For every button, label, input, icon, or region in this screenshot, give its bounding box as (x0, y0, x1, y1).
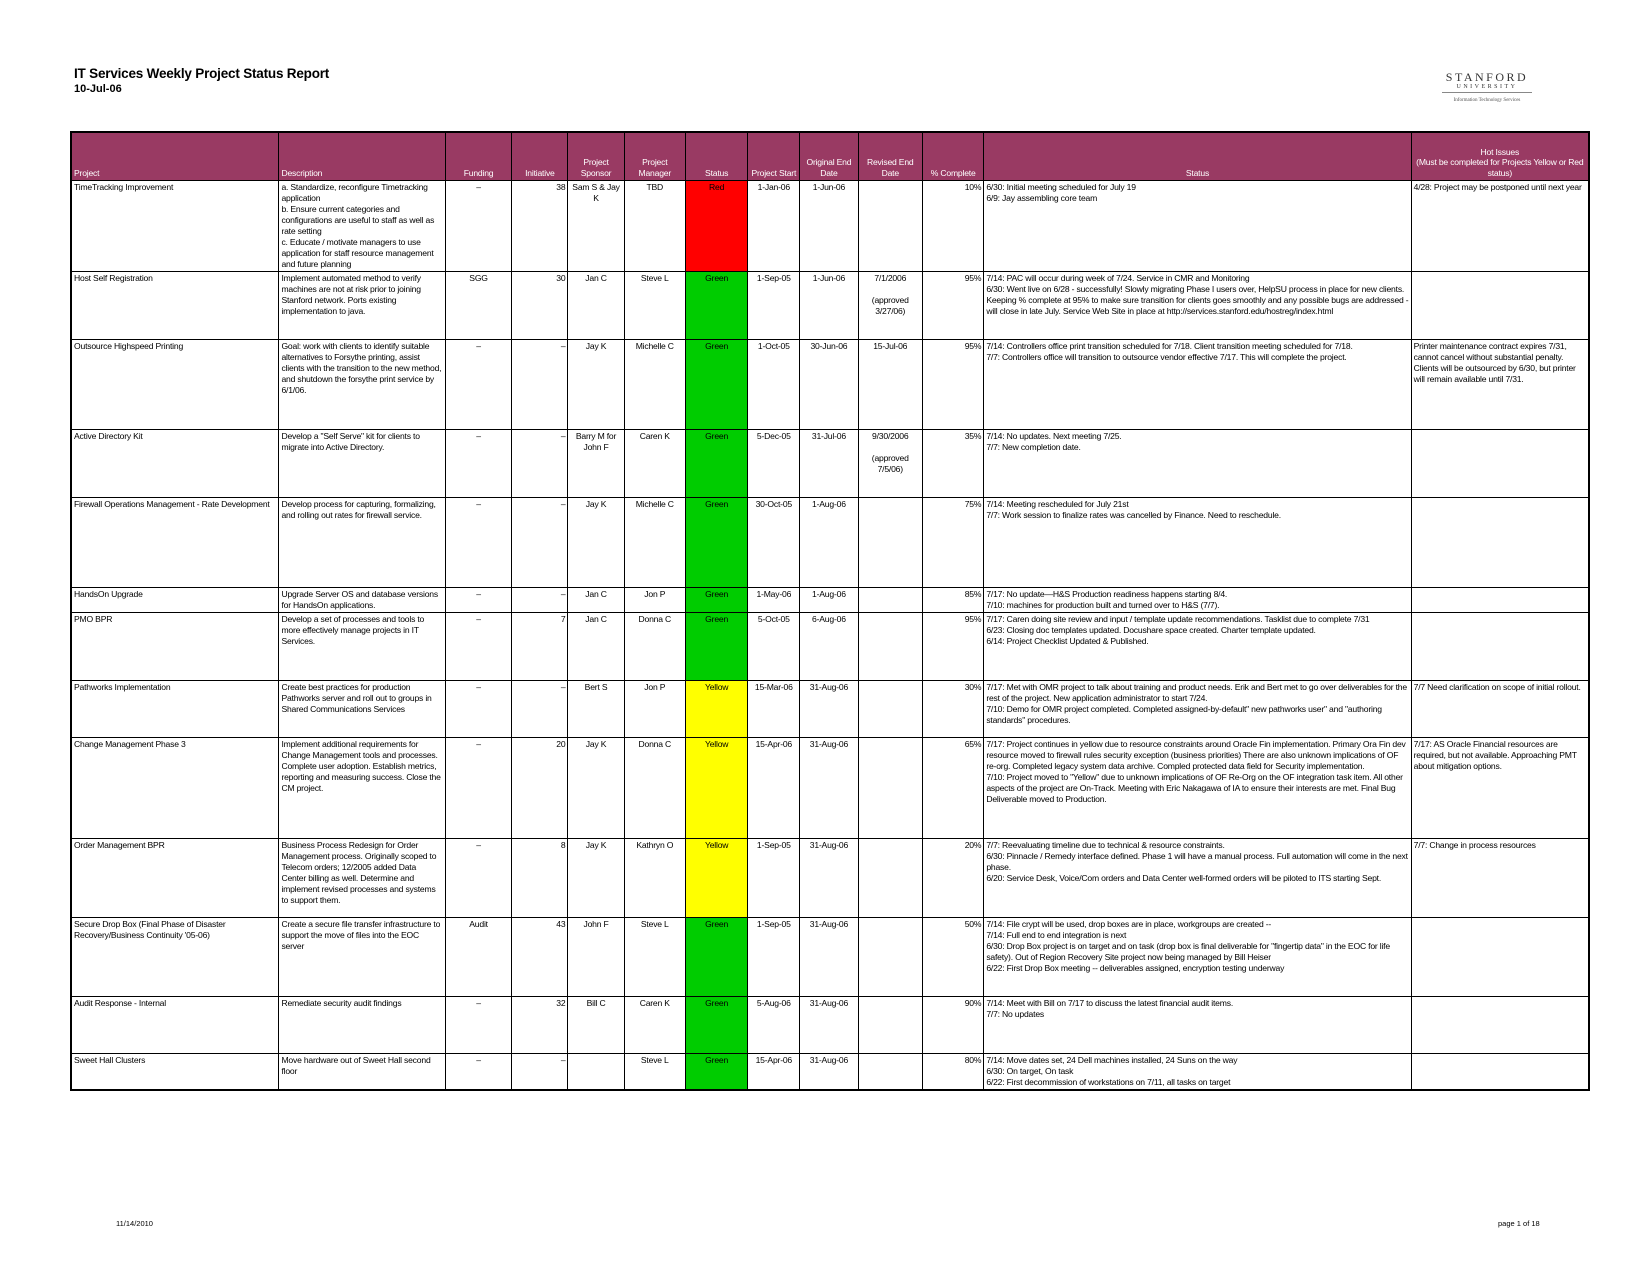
col-header-status-notes: Status (984, 132, 1411, 181)
original-end-date: 6-Aug-06 (800, 613, 858, 681)
col-header-percent-complete: % Complete (922, 132, 983, 181)
project-start: 5-Dec-05 (748, 430, 800, 498)
funding: – (445, 1054, 512, 1091)
status-notes: 7/14: File crypt will be used, drop boxes are in place, workgroups are created -- 7/14: Full end to end integration is next 6/30: Drop Box project is on target and on task (drop box is final deliverable for "fingertip data" in the EOC for life safety). Out of Region Recovery Site project now being managed by Bill Heiser 6/22: First Drop Box meeting -- deliverables assigned, encryption testing underway (984, 918, 1411, 997)
status-indicator: Green (685, 340, 747, 430)
percent-complete: 50% (922, 918, 983, 997)
project-description: a. Standardize, reconfigure Timetracking application b. Ensure current categories and configurations are useful to staff as well as rate setting c. Educate / motivate managers to use application for staff resource management and future planning (279, 181, 445, 272)
project-manager: Caren K (624, 997, 685, 1054)
report-date: 10-Jul-06 (74, 83, 122, 95)
project-start: 1-Sep-05 (748, 839, 800, 918)
status-notes: 7/14: PAC will occur during week of 7/24. Service in CMR and Monitoring 6/30: Went live on 6/28 - successfully! Slowly migrating Phase I users over, HelpSU process in place for new clients. Keeping % complete at 95% to make sure transition for clients goes smoothly and any possible bugs are addressed - will close in late July. Service Web Site in place at http://services.stanford.edu/hostreg/index.html (984, 272, 1411, 340)
project-name: Change Management Phase 3 (71, 738, 279, 839)
original-end-date: 1-Aug-06 (800, 588, 858, 613)
original-end-date: 31-Aug-06 (800, 839, 858, 918)
percent-complete: 75% (922, 498, 983, 588)
project-manager: Caren K (624, 430, 685, 498)
table-row (71, 181, 1589, 272)
project-start: 5-Aug-06 (748, 997, 800, 1054)
funding: – (445, 681, 512, 738)
col-header-initiative: Initiative (512, 132, 568, 181)
revised-end-date (858, 681, 922, 738)
percent-complete: 95% (922, 613, 983, 681)
logo-rule (1442, 92, 1532, 93)
project-sponsor (568, 1054, 624, 1091)
col-header-project: Project (71, 132, 279, 181)
stanford-logo (1432, 70, 1542, 103)
status-indicator: Yellow (685, 681, 747, 738)
project-sponsor: John F (568, 918, 624, 997)
project-description: Upgrade Server OS and database versions for HandsOn applications. (279, 588, 445, 613)
footer-page-number: page 1 of 18 (1498, 1219, 1540, 1228)
original-end-date: 31-Aug-06 (800, 1054, 858, 1091)
funding: SGG (445, 272, 512, 340)
project-manager: Kathryn O (624, 839, 685, 918)
table-row (71, 272, 1589, 340)
revised-end-date: 9/30/2006 (approved 7/5/06) (858, 430, 922, 498)
status-indicator: Green (685, 613, 747, 681)
col-header-manager: Project Manager (624, 132, 685, 181)
footer-date: 11/14/2010 (116, 1219, 153, 1228)
original-end-date: 31-Aug-06 (800, 681, 858, 738)
status-indicator: Green (685, 498, 747, 588)
project-start: 15-Apr-06 (748, 738, 800, 839)
project-sponsor: Bert S (568, 681, 624, 738)
percent-complete: 65% (922, 738, 983, 839)
status-indicator: Green (685, 430, 747, 498)
col-header-hot-issues: Hot Issues (Must be completed for Projects Yellow or Red status) (1411, 132, 1589, 181)
revised-end-date: 7/1/2006 (approved 3/27/06) (858, 272, 922, 340)
hot-issues (1411, 918, 1589, 997)
project-start: 30-Oct-05 (748, 498, 800, 588)
initiative: – (512, 1054, 568, 1091)
project-description: Implement additional requirements for Change Management tools and processes. Complete user adoption. Establish metrics, reporting and measuring success. Close the CM project. (279, 738, 445, 839)
hot-issues (1411, 613, 1589, 681)
status-indicator: Red (685, 181, 747, 272)
project-description: Implement automated method to verify machines are not at risk prior to joining Stanford network. Ports existing implementation to java. (279, 272, 445, 340)
table-row (71, 613, 1589, 681)
initiative: – (512, 430, 568, 498)
project-manager: Donna C (624, 613, 685, 681)
initiative: 32 (512, 997, 568, 1054)
project-manager: TBD (624, 181, 685, 272)
status-indicator: Green (685, 272, 747, 340)
original-end-date: 31-Aug-06 (800, 738, 858, 839)
original-end-date: 31-Aug-06 (800, 918, 858, 997)
funding: – (445, 839, 512, 918)
project-sponsor: Jan C (568, 272, 624, 340)
project-name: Outsource Highspeed Printing (71, 340, 279, 430)
percent-complete: 85% (922, 588, 983, 613)
project-status-table (70, 131, 1590, 1091)
status-indicator: Green (685, 997, 747, 1054)
project-name: Host Self Registration (71, 272, 279, 340)
logo-line-2: UNIVERSITY (1456, 84, 1518, 90)
status-notes: 7/17: No update—H&S Production readiness happens starting 8/4. 7/10: machines for production built and turned over to H&S (7/7). (984, 588, 1411, 613)
project-description: Create best practices for production Pathworks server and roll out to groups in Shared Communications Services (279, 681, 445, 738)
status-indicator: Green (685, 588, 747, 613)
hot-issues (1411, 430, 1589, 498)
project-sponsor: Sam S & Jay K (568, 181, 624, 272)
project-description: Move hardware out of Sweet Hall second floor (279, 1054, 445, 1091)
initiative: 8 (512, 839, 568, 918)
table-row (71, 340, 1589, 430)
funding: – (445, 181, 512, 272)
percent-complete: 80% (922, 1054, 983, 1091)
project-name: Active Directory Kit (71, 430, 279, 498)
hot-issues (1411, 588, 1589, 613)
percent-complete: 30% (922, 681, 983, 738)
status-notes: 7/14: Meet with Bill on 7/17 to discuss the latest financial audit items. 7/7: No updates (984, 997, 1411, 1054)
project-description: Develop a "Self Serve" kit for clients to migrate into Active Directory. (279, 430, 445, 498)
initiative: – (512, 681, 568, 738)
percent-complete: 10% (922, 181, 983, 272)
project-sponsor: Barry M for John F (568, 430, 624, 498)
status-notes: 7/17: Met with OMR project to talk about training and product needs. Erik and Bert met to go over deliverables for the rest of the project. New application administrator to start 7/24. 7/10: Demo for OMR project completed. Completed assigned-by-default" new pathworks user" and "authoring standards" procedures. (984, 681, 1411, 738)
funding: Audit (445, 918, 512, 997)
status-notes: 7/14: Meeting rescheduled for July 21st 7/7: Work session to finalize rates was cancelled by Finance. Need to reschedule. (984, 498, 1411, 588)
project-manager: Jon P (624, 588, 685, 613)
revised-end-date (858, 1054, 922, 1091)
initiative: 43 (512, 918, 568, 997)
col-header-funding: Funding (445, 132, 512, 181)
revised-end-date (858, 997, 922, 1054)
logo-line-1: STANFORD (1445, 70, 1529, 84)
revised-end-date (858, 738, 922, 839)
col-header-revised-end: Revised End Date (858, 132, 922, 181)
funding: – (445, 738, 512, 839)
status-indicator: Yellow (685, 738, 747, 839)
original-end-date: 31-Jul-06 (800, 430, 858, 498)
revised-end-date (858, 588, 922, 613)
project-manager: Steve L (624, 918, 685, 997)
percent-complete: 95% (922, 340, 983, 430)
status-notes: 7/17: Project continues in yellow due to resource constraints around Oracle Fin implementation. Primary Ora Fin dev resource moved to firewall rules security exception (business priorities) There are also unknown implications of OF re-org. Completed legacy system data archive. Compled protected data field for Security implementation. 7/10: Project moved to "Yellow" due to unknown implications of OF Re-Org on the OF integration task item. All other aspects of the project are On-Track. Meeting with Eric Nakagawa of IA to ensure their interests are met. Final Bug Deliverable moved to Production. (984, 738, 1411, 839)
hot-issues: Printer maintenance contract expires 7/31, cannot cancel without substantial penalty. Clients will be outsourced by 6/30, but printer will remain available until 7/31. (1411, 340, 1589, 430)
project-description: Develop a set of processes and tools to more effectively manage projects in IT Services. (279, 613, 445, 681)
revised-end-date (858, 181, 922, 272)
project-name: Order Management BPR (71, 839, 279, 918)
table-row (71, 681, 1589, 738)
initiative: – (512, 588, 568, 613)
status-notes: 7/14: No updates. Next meeting 7/25. 7/7: New completion date. (984, 430, 1411, 498)
hot-issues (1411, 498, 1589, 588)
project-manager: Michelle C (624, 498, 685, 588)
project-description: Develop process for capturing, formalizing, and rolling out rates for firewall service. (279, 498, 445, 588)
original-end-date: 30-Jun-06 (800, 340, 858, 430)
project-name: Secure Drop Box (Final Phase of Disaster Recovery/Business Continuity '05-06) (71, 918, 279, 997)
hot-issues (1411, 1054, 1589, 1091)
hot-issues (1411, 272, 1589, 340)
project-sponsor: Jay K (568, 738, 624, 839)
project-sponsor: Bill C (568, 997, 624, 1054)
initiative: 7 (512, 613, 568, 681)
table-row (71, 588, 1589, 613)
project-start: 1-Oct-05 (748, 340, 800, 430)
funding: – (445, 498, 512, 588)
project-start: 5-Oct-05 (748, 613, 800, 681)
status-notes: 7/7: Reevaluating timeline due to technical & resource constraints. 6/30: Pinnacle / Remedy interface defined. Phase 1 will have a manual process. Full automation will come in the next phase. 6/20: Service Desk, Voice/Com orders and Data Center well-formed orders will be piloted to ITS starting Sept. (984, 839, 1411, 918)
revised-end-date (858, 839, 922, 918)
project-name: Audit Response - Internal (71, 997, 279, 1054)
project-manager: Steve L (624, 1054, 685, 1091)
project-name: Sweet Hall Clusters (71, 1054, 279, 1091)
table-row (71, 997, 1589, 1054)
status-notes: 7/14: Controllers office print transition scheduled for 7/18. Client transition meeting scheduled for 7/18. 7/7: Controllers office will transition to outsource vendor effective 7/17. This will complete the project. (984, 340, 1411, 430)
col-header-start: Project Start (748, 132, 800, 181)
revised-end-date: 15-Jul-06 (858, 340, 922, 430)
funding: – (445, 588, 512, 613)
initiative: 38 (512, 181, 568, 272)
project-manager: Jon P (624, 681, 685, 738)
hot-issues: 4/28: Project may be postponed until next year (1411, 181, 1589, 272)
logo-line-3: Information Technology Services (1453, 98, 1521, 103)
col-header-status: Status (685, 132, 747, 181)
hot-issues: 7/17: AS Oracle Financial resources are required, but not available. Approaching PMT about mitigation options. (1411, 738, 1589, 839)
hot-issues (1411, 997, 1589, 1054)
project-manager: Steve L (624, 272, 685, 340)
col-header-sponsor: Project Sponsor (568, 132, 624, 181)
project-start: 1-Sep-05 (748, 272, 800, 340)
original-end-date: 1-Aug-06 (800, 498, 858, 588)
project-sponsor: Jay K (568, 340, 624, 430)
status-notes: 7/17: Caren doing site review and input / template update recommendations. Tasklist due to complete 7/31 6/23: Closing doc templates updated. Docushare space created. Charter template updated. 6/14: Project Checklist Updated & Published. (984, 613, 1411, 681)
table-row (71, 1054, 1589, 1091)
status-indicator: Green (685, 1054, 747, 1091)
project-description: Goal: work with clients to identify suitable alternatives to Forsythe printing, assist clients with the transition to the new method, and shutdown the forsythe print service by 6/1/06. (279, 340, 445, 430)
hot-issues: 7/7: Change in process resources (1411, 839, 1589, 918)
report-title: IT Services Weekly Project Status Report (74, 66, 330, 81)
project-sponsor: Jay K (568, 839, 624, 918)
status-notes: 6/30: Initial meeting scheduled for July 19 6/9: Jay assembling core team (984, 181, 1411, 272)
col-header-description: Description (279, 132, 445, 181)
project-manager: Michelle C (624, 340, 685, 430)
funding: – (445, 430, 512, 498)
percent-complete: 20% (922, 839, 983, 918)
status-notes: 7/14: Move dates set, 24 Dell machines installed, 24 Suns on the way 6/30: On target, On task 6/22: First decommission of workstations on 7/11, all tasks on target (984, 1054, 1411, 1091)
project-name: Pathworks Implementation (71, 681, 279, 738)
revised-end-date (858, 498, 922, 588)
initiative: – (512, 340, 568, 430)
project-name: Firewall Operations Management - Rate Development (71, 498, 279, 588)
project-description: Create a secure file transfer infrastructure to support the move of files into the EOC server (279, 918, 445, 997)
initiative: 20 (512, 738, 568, 839)
funding: – (445, 613, 512, 681)
project-start: 1-Sep-05 (748, 918, 800, 997)
funding: – (445, 997, 512, 1054)
table-header-row (71, 132, 1589, 181)
project-start: 15-Mar-06 (748, 681, 800, 738)
table-row (71, 430, 1589, 498)
percent-complete: 35% (922, 430, 983, 498)
table-row (71, 918, 1589, 997)
original-end-date: 1-Jun-06 (800, 181, 858, 272)
project-sponsor: Jan C (568, 613, 624, 681)
percent-complete: 90% (922, 997, 983, 1054)
original-end-date: 31-Aug-06 (800, 997, 858, 1054)
table-row (71, 839, 1589, 918)
project-name: PMO BPR (71, 613, 279, 681)
project-manager: Donna C (624, 738, 685, 839)
project-description: Remediate security audit findings (279, 997, 445, 1054)
col-header-original-end: Original End Date (800, 132, 858, 181)
project-sponsor: Jan C (568, 588, 624, 613)
revised-end-date (858, 613, 922, 681)
revised-end-date (858, 918, 922, 997)
project-description: Business Process Redesign for Order Management process. Originally scoped to Telecom orders; 12/2005 added Data Center billing as well. Determine and implement revised processes and systems to support them. (279, 839, 445, 918)
project-name: TimeTracking Improvement (71, 181, 279, 272)
project-start: 15-Apr-06 (748, 1054, 800, 1091)
project-start: 1-May-06 (748, 588, 800, 613)
original-end-date: 1-Jun-06 (800, 272, 858, 340)
project-sponsor: Jay K (568, 498, 624, 588)
project-name: HandsOn Upgrade (71, 588, 279, 613)
status-indicator: Yellow (685, 839, 747, 918)
hot-issues: 7/7 Need clarification on scope of initial rollout. (1411, 681, 1589, 738)
initiative: 30 (512, 272, 568, 340)
funding: – (445, 340, 512, 430)
percent-complete: 95% (922, 272, 983, 340)
initiative: – (512, 498, 568, 588)
project-start: 1-Jan-06 (748, 181, 800, 272)
status-indicator: Green (685, 918, 747, 997)
table-row (71, 738, 1589, 839)
table-row (71, 498, 1589, 588)
